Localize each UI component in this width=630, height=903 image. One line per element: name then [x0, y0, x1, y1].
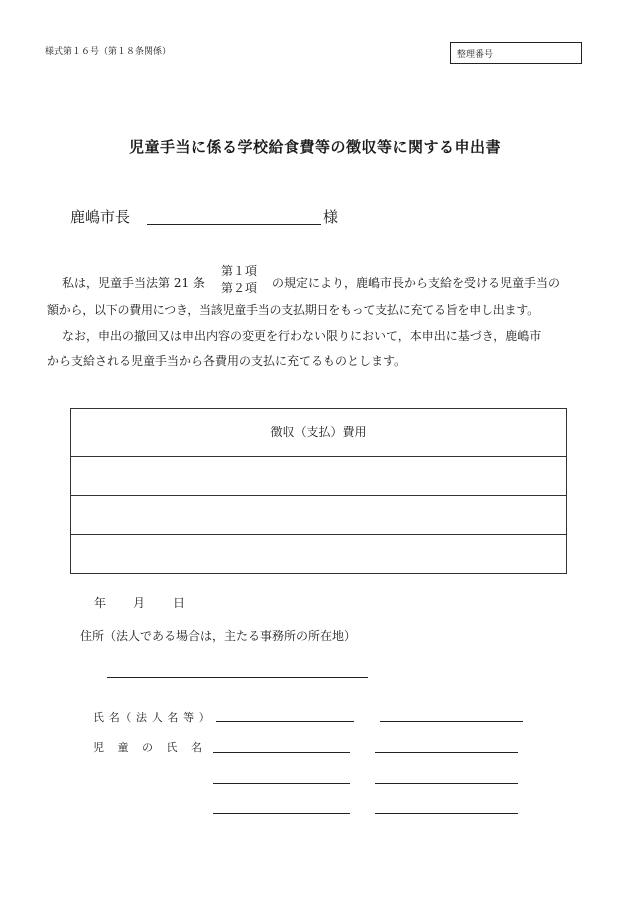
paragraph2-line2: から支給される児童手当から各費用の支払に充てるものとします。	[47, 354, 407, 368]
child-name-line-1[interactable]	[213, 752, 350, 753]
clause-option-2: 第２項	[221, 281, 258, 295]
name-line-1[interactable]	[216, 721, 354, 722]
child-name-line-3[interactable]	[213, 783, 350, 784]
child-name-line-5[interactable]	[213, 813, 350, 814]
paragraph1-line1-start: 私は，児童手当法第 21 条	[62, 276, 205, 290]
fees-table-row[interactable]	[71, 456, 566, 496]
child-name-line-2[interactable]	[375, 752, 518, 753]
addressee-blank-line[interactable]	[147, 224, 321, 225]
fees-table-row[interactable]	[71, 495, 566, 535]
address-label: 住所（法人である場合は，主たる事務所の所在地）	[80, 629, 357, 643]
addressee-honorific: 様	[323, 208, 339, 226]
date-month-label: 月	[133, 596, 146, 610]
document-title: 児童手当に係る学校給食費等の徴収等に関する申出書	[128, 138, 501, 156]
clause-selector	[221, 263, 257, 297]
address-line[interactable]	[107, 677, 368, 678]
clause-option-1: 第１項	[221, 264, 258, 278]
date-day-label: 日	[173, 596, 186, 610]
name-label: 氏 名（ 法 人 名 等 ）	[93, 711, 211, 724]
fees-table-header: 徴収（支払）費用	[270, 425, 367, 439]
form-number: 様式第１６号（第１８条関係）	[45, 47, 172, 57]
child-name-label: 児 童 の 氏 名	[93, 741, 202, 754]
reference-number-label: 整理番号	[457, 50, 494, 60]
paragraph1-line2: 額から，以下の費用につき，当該児童手当の支払期日をもって支払に充てる旨を申し出ます。	[47, 303, 539, 317]
fees-table	[70, 408, 567, 574]
fees-table-row[interactable]	[71, 534, 566, 574]
addressee-name: 鹿嶋市長	[70, 208, 131, 226]
paragraph2-line1: なお，申出の撤回又は申出内容の変更を行わない限りにおいて，本申出に基づき，鹿嶋市	[62, 329, 542, 343]
date-year-label: 年	[94, 596, 107, 610]
paragraph1-line1-end: の規定により，鹿嶋市長から支給を受ける児童手当の	[272, 276, 561, 290]
reference-number-box[interactable]	[450, 42, 582, 64]
child-name-line-4[interactable]	[375, 783, 518, 784]
name-line-2[interactable]	[380, 721, 523, 722]
child-name-line-6[interactable]	[375, 813, 518, 814]
